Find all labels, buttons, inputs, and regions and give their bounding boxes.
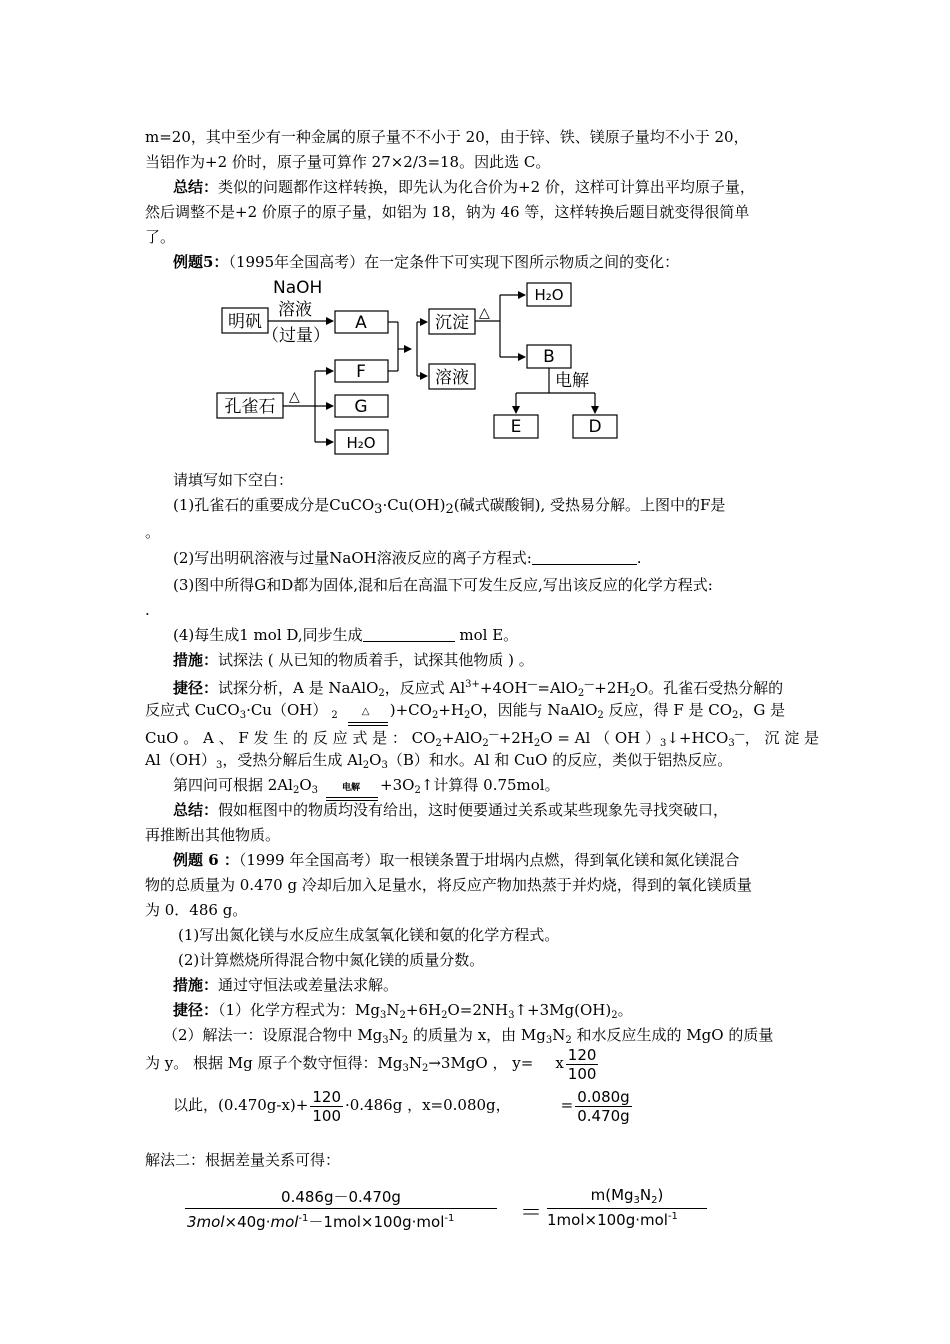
dianjie-symbol: 电解 xyxy=(342,783,361,793)
question-3: (3)图中所得G和D都为固体,混和后在高温下可发生反应,写出该反应的化学方程式: xyxy=(173,576,713,594)
label-kongqueshi: 孔雀石 xyxy=(224,397,276,417)
example-label: 例题 6 ： xyxy=(173,851,239,869)
text: (4)每生成1 mol D,同步生成 xyxy=(173,626,363,644)
label-h2o-left: H₂O xyxy=(346,434,376,452)
text-line: 类似的问题都作这样转换，即先认为化合价为+2 价，这样可计算出平均原子量， xyxy=(218,178,755,196)
text: +4OH xyxy=(479,679,528,697)
subscript: 3 xyxy=(633,1195,640,1206)
text: －1mol×100g·mol xyxy=(308,1213,445,1231)
text: ↑计算得 0.75mol。 xyxy=(420,776,560,794)
subscript: 2 xyxy=(445,502,454,517)
subscript: 3 xyxy=(382,1035,389,1046)
left-fraction-bar xyxy=(185,1208,497,1209)
text: O xyxy=(299,776,312,794)
text: ，反应式 Al xyxy=(384,679,466,697)
label-chendian: 沉淀 xyxy=(435,313,469,333)
summary-paragraph xyxy=(173,800,728,820)
denominator: 100 xyxy=(312,1106,341,1125)
label-b: B xyxy=(543,347,555,367)
text: mol xyxy=(270,1213,299,1231)
text: (2)写出明矾溶液与过量NaOH溶液反应的离子方程式: xyxy=(173,549,532,567)
subscript: 2 xyxy=(331,710,338,721)
right-fraction-bar xyxy=(547,1208,707,1209)
left-denominator xyxy=(187,1211,454,1232)
text: x xyxy=(555,1054,564,1072)
method-label: 措施： xyxy=(173,651,219,669)
text: 反应式 CuCO xyxy=(145,701,240,719)
text: )+CO xyxy=(389,701,432,719)
text-line xyxy=(145,750,732,776)
text: ，受热分解后生成 Al xyxy=(222,751,363,769)
superscript: -1 xyxy=(444,1213,455,1224)
subscript: 3 xyxy=(402,1063,409,1074)
label-e: E xyxy=(510,417,522,437)
superscript: -1 xyxy=(667,1211,678,1222)
right-denominator xyxy=(547,1211,678,1229)
subscript: 3 xyxy=(728,738,735,749)
text: （2）解法一：设原混合物中 Mg xyxy=(163,1026,383,1044)
text: +6H xyxy=(405,1001,442,1019)
subscript: 3 xyxy=(508,1010,515,1021)
subscript: 3 xyxy=(381,760,388,771)
text-line: 了。 xyxy=(145,228,176,246)
text-line: 请填写如下空白： xyxy=(173,471,294,489)
text: mol E。 xyxy=(454,626,519,644)
question-2 xyxy=(173,548,642,568)
subscript: 3 xyxy=(239,710,247,721)
text: O=2NH xyxy=(447,1001,509,1019)
text: (碱式碳酸铜), 受热易分解。上图中的F是 xyxy=(453,496,726,514)
text: ·Cu（OH） xyxy=(246,701,328,719)
text: ↑+3Mg(OH) xyxy=(514,1001,612,1019)
text: 反应，得 F 是 CO xyxy=(603,701,733,719)
text: ，G 是 xyxy=(738,701,786,719)
subscript: 2 xyxy=(611,1010,618,1021)
text: O = Al （ OH ） xyxy=(540,729,660,747)
shortcut-paragraph xyxy=(173,1000,633,1026)
text: 以此，(0.470g-x)+ xyxy=(173,1096,309,1114)
answer-blank xyxy=(363,627,455,642)
text: N xyxy=(552,1026,566,1044)
question-1 xyxy=(173,495,725,520)
text: ×40g xyxy=(224,1213,266,1231)
numerator: 120 xyxy=(312,1087,341,1106)
subscript: 3 xyxy=(216,760,223,771)
example-heading xyxy=(173,252,679,272)
text: . xyxy=(636,549,642,567)
text: N xyxy=(386,1001,400,1019)
equals: = xyxy=(560,1096,574,1114)
denominator: 0.470g xyxy=(577,1106,630,1125)
numerator: 0.080g xyxy=(577,1087,630,1106)
difference-equation xyxy=(185,1186,710,1236)
text: m(Mg xyxy=(590,1186,634,1204)
text: +3O xyxy=(380,776,415,794)
equals: ＝ xyxy=(520,1201,543,1226)
text: CuO 。 A 、 F 发 生 的 反 应 式 是 ： CO xyxy=(145,729,436,747)
text: 假如框图中的物质均没有给出，这时便要通过关系或某些现象先寻找突破口， xyxy=(218,801,729,819)
example-label: 例题5： xyxy=(173,253,229,271)
solution-1-line xyxy=(173,1087,634,1125)
text-line: . xyxy=(145,601,150,619)
label-rongye-box: 溶液 xyxy=(435,368,469,388)
text: +AlO xyxy=(441,729,483,747)
text: N xyxy=(408,1054,422,1072)
text: 1mol×100g·mol xyxy=(547,1211,668,1229)
label-f: F xyxy=(356,362,366,382)
text: +2H xyxy=(594,679,630,697)
summary-label: 总结： xyxy=(173,801,219,819)
text: (1)孔雀石的重要成分是CuCO xyxy=(173,496,375,514)
text: 第四问可根据 2Al xyxy=(173,776,293,794)
text-line: 为 0．486 g。 xyxy=(145,901,248,919)
superscript: -1 xyxy=(298,1213,309,1224)
text: N xyxy=(388,1026,402,1044)
question-6-2: (2)计算燃烧所得混合物中氮化镁的质量分数。 xyxy=(178,951,485,969)
numerator: 120 xyxy=(567,1045,597,1064)
label-naoh: NaOH xyxy=(273,278,323,298)
label-d: D xyxy=(588,417,602,437)
answer-blank xyxy=(532,550,637,565)
label-delta-right: △ xyxy=(479,305,490,321)
method-paragraph xyxy=(173,975,398,995)
label-dianjie: 电解 xyxy=(555,371,589,391)
text-line xyxy=(145,700,785,726)
text: 通过守恒法或差量法求解。 xyxy=(218,976,399,994)
text: ↓+HCO xyxy=(666,729,729,747)
subscript: 2 xyxy=(577,688,585,699)
text: 试探法 ( 从已知的物质着手，试探其他物质 ) 。 xyxy=(218,651,534,669)
subscript: 2 xyxy=(421,1063,429,1074)
superscript: — xyxy=(527,679,538,690)
text: （B）和水。Al 和 CuO 的反应，类似于铝热反应。 xyxy=(387,751,733,769)
question-4 xyxy=(173,625,518,645)
text: （1）化学方程式为：Mg xyxy=(218,1001,381,1019)
shortcut-label: 捷径： xyxy=(173,679,219,697)
left-numerator: 0.486g－0.470g xyxy=(281,1188,401,1206)
example-heading xyxy=(173,850,739,870)
label-guoliang: （过量） xyxy=(262,326,330,346)
subscript: 2 xyxy=(565,1035,572,1046)
method-label: 措施： xyxy=(173,976,219,994)
subscript: 2 xyxy=(431,710,439,721)
text: O xyxy=(369,751,382,769)
shortcut-label: 捷径： xyxy=(173,1001,219,1019)
subscript: 2 xyxy=(401,1035,409,1046)
label-h2o-right: H₂O xyxy=(534,286,564,304)
subscript: 2 xyxy=(533,738,541,749)
text: +H xyxy=(438,701,464,719)
label-a: A xyxy=(355,313,367,333)
text-line: 物的总质量为 0.470 g 冷却后加入足量水，将反应产物加热蒸于并灼烧，得到的氧化镁质量 xyxy=(145,876,752,894)
text: 的质量为 x，由 Mg xyxy=(408,1026,546,1044)
text: +2H xyxy=(498,729,534,747)
subscript: 2 xyxy=(362,760,370,771)
subscript: 2 xyxy=(482,738,489,749)
subscript: 2 xyxy=(399,1010,406,1021)
text: N xyxy=(639,1186,652,1204)
label-rongye: 溶液 xyxy=(278,300,312,320)
reaction-diagram xyxy=(210,275,630,460)
subscript: 2 xyxy=(651,1195,658,1206)
subscript: 2 xyxy=(292,785,300,796)
subscript: 2 xyxy=(414,785,421,796)
subscript: 3 xyxy=(374,502,383,517)
text-line: 当铝作为+2 价时，原子量可算作 27×2/3=18。因此选 C。 xyxy=(145,153,551,171)
text: O，因能与 NaAlO xyxy=(470,701,598,719)
fraction-120-100 xyxy=(566,1046,599,1083)
fraction-120-100 xyxy=(310,1088,343,1125)
text-line xyxy=(173,775,560,801)
text: （1999 年全国高考）取一根镁条置于坩埚内点燃，得到氧化镁和氮化镁混合 xyxy=(238,851,740,869)
text: ·0.486g ，x=0.080g， xyxy=(345,1096,511,1114)
superscript: — xyxy=(488,729,499,740)
text: 试探分析，A 是 NaAlO xyxy=(218,679,379,697)
subscript: 2 xyxy=(378,688,385,699)
summary-paragraph xyxy=(173,177,755,197)
text: ·Cu(OH) xyxy=(382,496,446,514)
delta-symbol: △ xyxy=(361,706,370,717)
right-numerator xyxy=(547,1186,707,1206)
superscript: — xyxy=(584,679,595,690)
superscript: — xyxy=(734,729,745,740)
text: 和水反应生成的 MgO 的质量 xyxy=(571,1026,774,1044)
text: O。孔雀石受热分解的 xyxy=(635,679,784,697)
text: 。 xyxy=(617,1001,633,1019)
question-6-1: (1)写出氮化镁与水反应生成氢氧化镁和氨的化学方程式。 xyxy=(178,926,560,944)
text-line: 。 xyxy=(145,523,161,541)
text-line: 然后调整不是+2 价原子的原子量，如铝为 18，钠为 46 等，这样转换后题目就变得很简单 xyxy=(145,203,750,221)
solution-2-title: 解法二：根据差量关系可得： xyxy=(145,1151,341,1169)
text: Al（OH） xyxy=(145,751,217,769)
label-mingfan: 明矾 xyxy=(228,312,262,332)
text: 3mol xyxy=(187,1213,225,1231)
fraction-mass-ratio xyxy=(575,1088,631,1125)
superscript: 3+ xyxy=(465,679,480,690)
text-line: 再推断出其他物质。 xyxy=(145,826,281,844)
text: ) xyxy=(657,1186,664,1204)
subscript: 2 xyxy=(629,688,636,699)
subscript: 3 xyxy=(545,1035,553,1046)
subscript: 2 xyxy=(732,710,739,721)
subscript: 2 xyxy=(435,738,442,749)
text: · xyxy=(265,1213,271,1231)
solution-1-line xyxy=(145,1045,600,1087)
text: 为 y。 根据 Mg 原子个数守恒得：Mg xyxy=(145,1054,403,1072)
example-text: （1995年全国高考）在一定条件下可实现下图所示物质之间的变化： xyxy=(228,253,680,271)
subscript: 3 xyxy=(311,785,319,796)
summary-label: 总结： xyxy=(173,178,219,196)
text: ， 沉 淀 是 xyxy=(744,729,820,747)
label-g: G xyxy=(354,397,368,417)
text: →3MgO ， y= xyxy=(428,1054,534,1072)
method-paragraph xyxy=(173,650,534,670)
subscript: 2 xyxy=(597,710,604,721)
text: =AlO xyxy=(537,679,578,697)
subscript: 2 xyxy=(441,1010,448,1021)
text-line: m=20，其中至少有一种金属的原子量不不小于 20，由于锌、铁、镁原子量均不小于 20， xyxy=(145,128,749,146)
label-delta-left: △ xyxy=(289,389,300,405)
subscript: 2 xyxy=(463,710,471,721)
denominator: 100 xyxy=(567,1064,597,1083)
subscript: 3 xyxy=(659,738,667,749)
subscript: 3 xyxy=(380,1010,387,1021)
